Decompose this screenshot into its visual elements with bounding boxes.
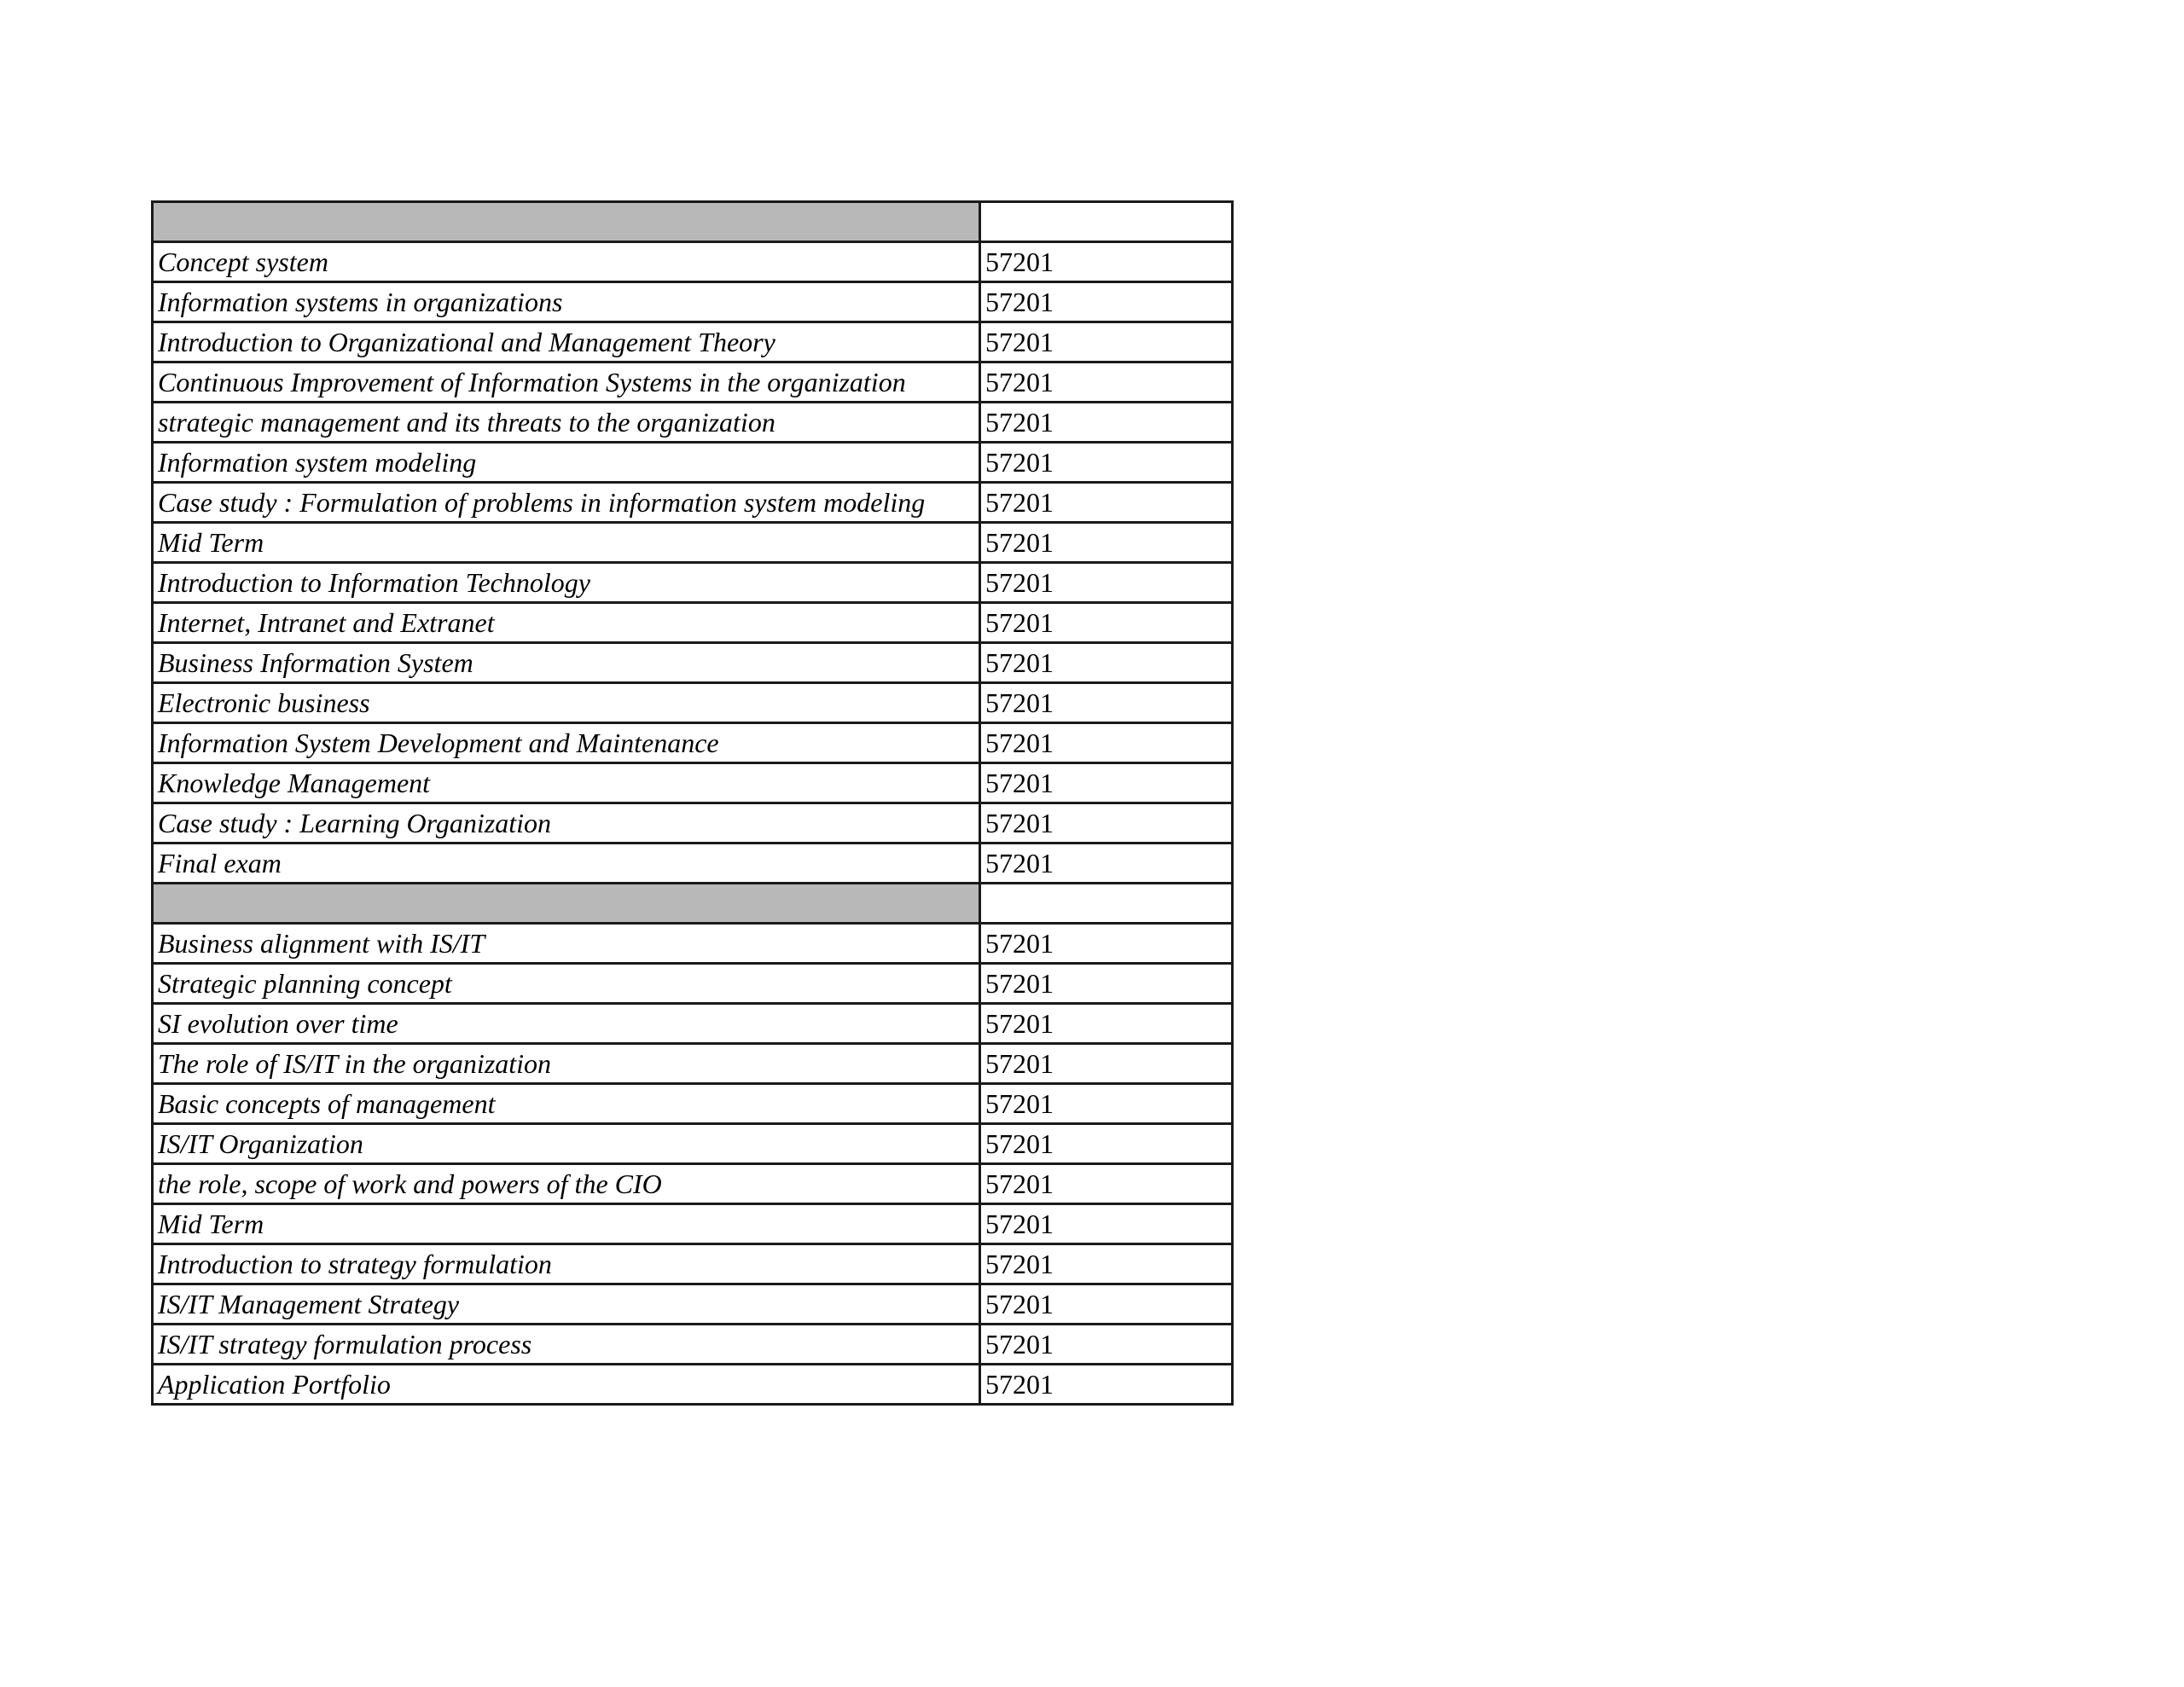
topic-cell: Information system modeling [153, 443, 980, 483]
topic-cell: Introduction to Organizational and Management Theory [153, 322, 980, 362]
topic-cell: Information systems in organizations [153, 282, 980, 322]
topic-cell: Electronic business [153, 683, 980, 723]
table-row [153, 1124, 1233, 1164]
table-row [153, 1244, 1233, 1284]
topic-cell: The role of IS/IT in the organization [153, 1044, 980, 1084]
table-row [153, 362, 1233, 403]
course-code-cell: 57201 [980, 1164, 1233, 1204]
topic-cell: strategic management and its threats to the organization [153, 403, 980, 443]
section-header-code-cell [980, 884, 1233, 924]
course-code-cell: 57201 [980, 964, 1233, 1004]
table-row [153, 443, 1233, 483]
table-row [153, 844, 1233, 884]
course-code-cell: 57201 [980, 803, 1233, 844]
course-code-cell: 57201 [980, 844, 1233, 884]
table-row [153, 964, 1233, 1004]
course-code-cell: 57201 [980, 242, 1233, 282]
course-code-cell: 57201 [980, 1124, 1233, 1164]
table-row [153, 1004, 1233, 1044]
course-code-cell: 57201 [980, 924, 1233, 964]
topic-cell: IS/IT Management Strategy [153, 1284, 980, 1325]
topic-cell: Concept system [153, 242, 980, 282]
topic-cell: IS/IT Organization [153, 1124, 980, 1164]
course-topics-table [151, 200, 1234, 1406]
course-code-cell: 57201 [980, 1204, 1233, 1244]
course-code-cell: 57201 [980, 403, 1233, 443]
course-code-cell: 57201 [980, 1244, 1233, 1284]
section-header-cell [153, 884, 980, 924]
table-row [153, 723, 1233, 763]
course-code-cell: 57201 [980, 1284, 1233, 1325]
table-row [153, 924, 1233, 964]
course-code-cell: 57201 [980, 643, 1233, 683]
table-row [153, 483, 1233, 523]
topic-cell: Introduction to Information Technology [153, 563, 980, 603]
topic-cell: Case study : Formulation of problems in information system modeling [153, 483, 980, 523]
table-row [153, 563, 1233, 603]
topic-cell: Final exam [153, 844, 980, 884]
course-code-cell: 57201 [980, 1004, 1233, 1044]
table-row [153, 643, 1233, 683]
course-code-cell: 57201 [980, 523, 1233, 563]
section-header-row [153, 202, 1233, 242]
topic-cell: Internet, Intranet and Extranet [153, 603, 980, 643]
table-row [153, 763, 1233, 803]
table-row [153, 603, 1233, 643]
topic-cell: Strategic planning concept [153, 964, 980, 1004]
topic-cell: the role, scope of work and powers of the CIO [153, 1164, 980, 1204]
table-row [153, 523, 1233, 563]
course-code-cell: 57201 [980, 282, 1233, 322]
course-code-cell: 57201 [980, 483, 1233, 523]
course-code-cell: 57201 [980, 603, 1233, 643]
course-code-cell: 57201 [980, 723, 1233, 763]
section-header-cell [153, 202, 980, 242]
section-header-code-cell [980, 202, 1233, 242]
course-code-cell: 57201 [980, 763, 1233, 803]
topic-cell: Business alignment with IS/IT [153, 924, 980, 964]
course-code-cell: 57201 [980, 1325, 1233, 1365]
topic-cell: Introduction to strategy formulation [153, 1244, 980, 1284]
course-code-cell: 57201 [980, 1084, 1233, 1124]
topic-cell: Basic concepts of management [153, 1084, 980, 1124]
topic-cell: Mid Term [153, 1204, 980, 1244]
table-row [153, 403, 1233, 443]
course-code-cell: 57201 [980, 563, 1233, 603]
table-body [153, 202, 1233, 1405]
table-row [153, 1164, 1233, 1204]
course-code-cell: 57201 [980, 683, 1233, 723]
table-row [153, 1084, 1233, 1124]
course-code-cell: 57201 [980, 322, 1233, 362]
topic-cell: Mid Term [153, 523, 980, 563]
table-row [153, 1365, 1233, 1405]
topic-cell: Case study : Learning Organization [153, 803, 980, 844]
table-row [153, 803, 1233, 844]
course-code-cell: 57201 [980, 1365, 1233, 1405]
table-row [153, 1325, 1233, 1365]
table-row [153, 1204, 1233, 1244]
topic-cell: Information System Development and Maintenance [153, 723, 980, 763]
table-row [153, 282, 1233, 322]
topic-cell: Continuous Improvement of Information Systems in the organization [153, 362, 980, 403]
topic-cell: Application Portfolio [153, 1365, 980, 1405]
table-row [153, 242, 1233, 282]
course-code-cell: 57201 [980, 362, 1233, 403]
course-code-cell: 57201 [980, 1044, 1233, 1084]
course-code-cell: 57201 [980, 443, 1233, 483]
topic-cell: Knowledge Management [153, 763, 980, 803]
table-row [153, 683, 1233, 723]
topic-cell: Business Information System [153, 643, 980, 683]
table-row [153, 1284, 1233, 1325]
table-row [153, 1044, 1233, 1084]
section-header-row [153, 884, 1233, 924]
topic-cell: SI evolution over time [153, 1004, 980, 1044]
table-row [153, 322, 1233, 362]
topic-cell: IS/IT strategy formulation process [153, 1325, 980, 1365]
